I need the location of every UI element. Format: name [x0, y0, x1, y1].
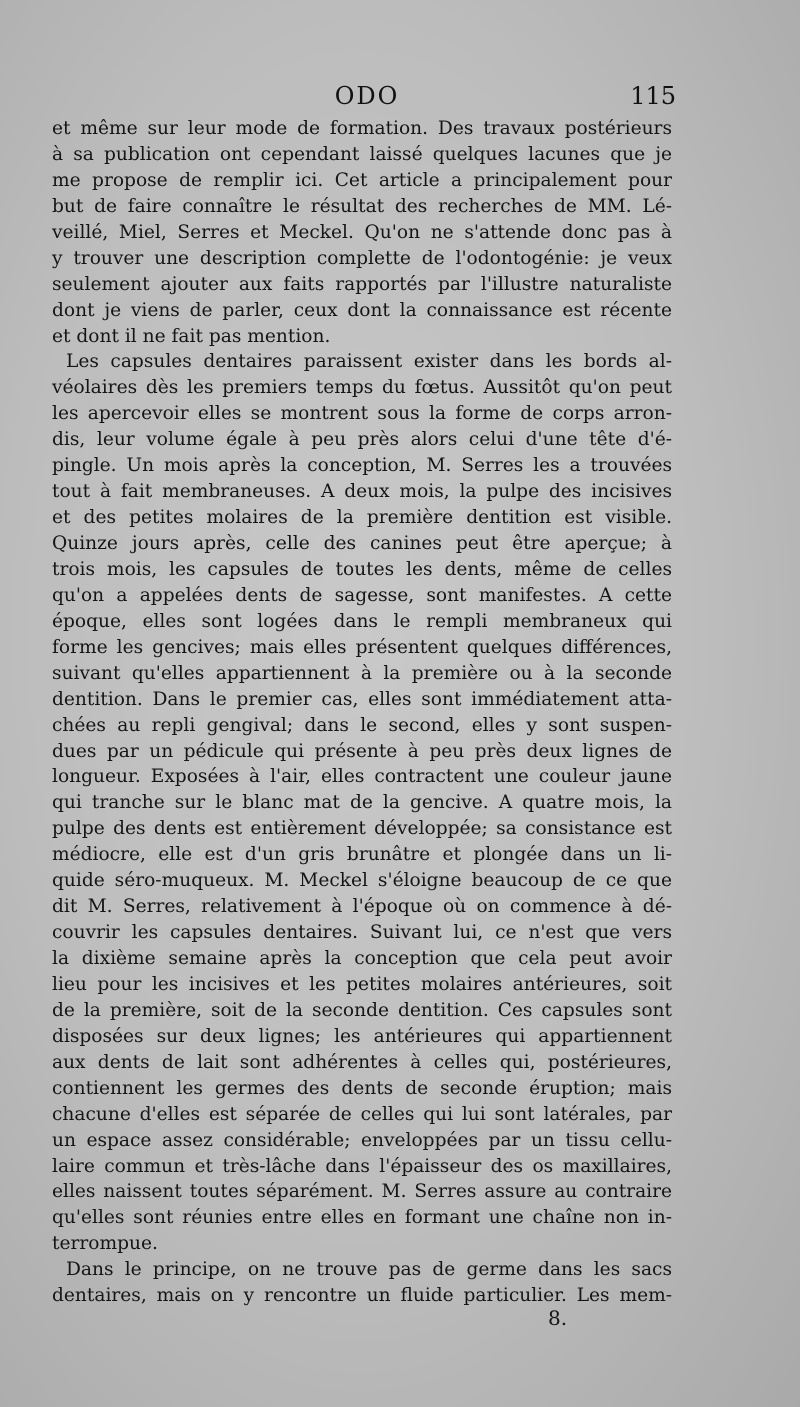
- text-line: aux dents de lait sont adhérentes à celles qui, postérieures,: [52, 1051, 672, 1073]
- text-line: dit M. Serres, relativement à l'époque où on commence à dé-: [52, 896, 672, 918]
- text-line: trois mois, les capsules de toutes les dents, même de celles: [52, 558, 672, 580]
- text-line: laire commun et très-lâche dans l'épaisseur des os maxillaires,: [52, 1155, 672, 1177]
- text-line: qui tranche sur le blanc mat de la gencive. A quatre mois, la: [52, 792, 672, 814]
- text-line: qu'on a appelées dents de sagesse, sont manifestes. A cette: [52, 584, 672, 606]
- signature-mark: 8.: [548, 1306, 568, 1330]
- text-line: de la première, soit de la seconde dentition. Ces capsules sont: [52, 999, 672, 1021]
- text-line: dues par un pédicule qui présente à peu près deux lignes de: [52, 740, 672, 762]
- text-line: contiennent les germes des dents de seconde éruption; mais: [52, 1077, 672, 1099]
- text-line: couvrir les capsules dentaires. Suivant lui, ce n'est que vers: [52, 922, 672, 944]
- text-line: suivant qu'elles appartiennent à la première ou à la seconde: [52, 662, 672, 684]
- text-line: la dixième semaine après la conception que cela peut avoir: [52, 948, 672, 969]
- text-line: dis, leur volume égale à peu près alors celui d'une tête d'é-: [52, 429, 672, 451]
- text-line: pulpe des dents est entièrement développée; sa consistance est: [52, 818, 672, 840]
- text-line: dont je viens de parler, ceux dont la connaissance est récente: [52, 299, 672, 321]
- text-line: y trouver une description complette de l'odontogénie: je veux: [52, 247, 672, 269]
- text-line: elles naissent toutes séparément. M. Serres assure au contraire: [52, 1181, 672, 1203]
- text-line: un espace assez considérable; enveloppées par un tissu cellu-: [52, 1129, 672, 1151]
- text-line: époque, elles sont logées dans le rempli membraneux qui: [52, 610, 672, 632]
- text-line: but de faire connaître le résultat des recherches de MM. Lé-: [52, 195, 672, 217]
- text-line: chacune d'elles est séparée de celles qui lui sont latérales, par: [52, 1103, 672, 1125]
- body-text: [52, 116, 672, 1309]
- text-line: veillé, Miel, Serres et Meckel. Qu'on ne s'attende donc pas à: [52, 221, 672, 243]
- page-number: 115: [630, 82, 676, 110]
- text-line: véolaires dès les premiers temps du fœtus. Aussitôt qu'on peut: [52, 377, 672, 399]
- text-line: et même sur leur mode de formation. Des travaux postérieurs: [52, 118, 672, 139]
- text-line: forme les gencives; mais elles présentent quelques différences,: [52, 636, 672, 658]
- text-line: pingle. Un mois après la conception, M. Serres les a trouvées: [52, 455, 672, 477]
- text-line: les apercevoir elles se montrent sous la forme de corps arron-: [52, 403, 672, 425]
- text-line: et des petites molaires de la première dentition est visible.: [52, 507, 672, 529]
- text-line: chées au repli gengival; dans le second, elles y sont suspen-: [52, 714, 672, 736]
- text-line: me propose de remplir ici. Cet article a principalement pour: [52, 169, 672, 191]
- text-line: à sa publication ont cependant laissé quelques lacunes que je: [52, 143, 672, 165]
- text-line: qu'elles sont réunies entre elles en formant une chaîne non in-: [52, 1207, 672, 1229]
- text-line: lieu pour les incisives et les petites molaires antérieures, soit: [52, 973, 672, 995]
- text-line: disposées sur deux lignes; les antérieures qui appartiennent: [52, 1025, 672, 1047]
- text-line: médiocre, elle est d'un gris brunâtre et plongée dans un li-: [52, 844, 672, 866]
- paragraph-start-line: Les capsules dentaires paraissent exister dans les bords al-: [66, 351, 672, 373]
- paragraph-start-line: Dans le principe, on ne trouve pas de germe dans les sacs: [66, 1259, 672, 1281]
- text-line: seulement ajouter aux faits rapportés par l'illustre naturaliste: [52, 273, 672, 295]
- text-line: et dont il ne fait pas mention.: [52, 325, 331, 347]
- text-line: dentaires, mais on y rencontre un fluide particulier. Les mem-: [52, 1285, 672, 1307]
- text-line: longueur. Exposées à l'air, elles contractent une couleur jaune: [52, 766, 672, 788]
- text-line: dentition. Dans le premier cas, elles sont immédiatement atta-: [52, 688, 672, 710]
- running-title: ODO: [334, 82, 400, 110]
- text-line: quide séro-muqueux. M. Meckel s'éloigne beaucoup de ce que: [52, 870, 672, 892]
- text-line: terrompue.: [52, 1233, 158, 1255]
- text-line: tout à fait membraneuses. A deux mois, la pulpe des incisives: [52, 481, 672, 503]
- text-line: Quinze jours après, celle des canines peut être aperçue; à: [52, 533, 672, 554]
